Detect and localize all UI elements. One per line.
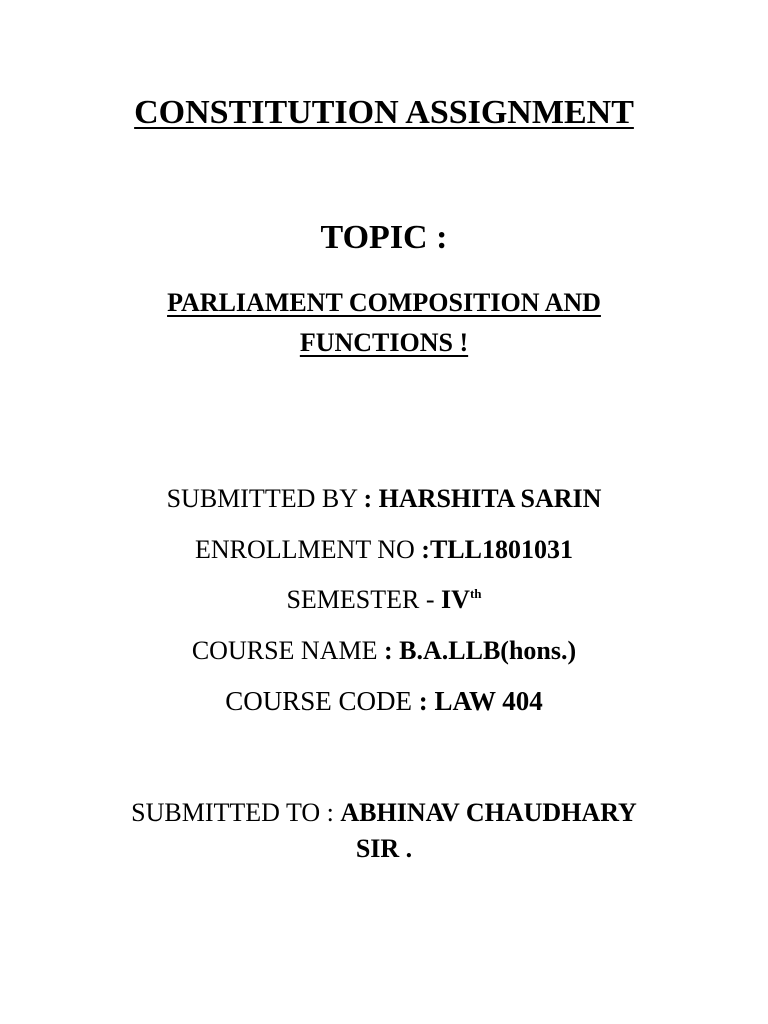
topic-text	[0, 283, 768, 363]
semester-suffix: th	[469, 586, 482, 601]
topic-label: TOPIC :	[320, 219, 448, 256]
semester-value: IV	[441, 585, 470, 614]
submitted-by-label: SUBMITTED BY	[166, 484, 358, 513]
document-title: CONSTITUTION ASSIGNMENT	[134, 94, 634, 131]
topic-line-2: FUNCTIONS !	[299, 328, 469, 357]
submitted-by-row	[0, 486, 768, 512]
submitted-to-label: SUBMITTED TO :	[131, 798, 341, 827]
submitted-to-row	[0, 795, 768, 867]
semester-label: SEMESTER -	[286, 585, 442, 614]
course-code-row	[0, 688, 768, 715]
enrollment-row	[0, 537, 768, 563]
topic-line-1: PARLIAMENT COMPOSITION AND	[167, 288, 601, 317]
semester-row	[0, 587, 768, 613]
enrollment-label: ENROLLMENT NO	[195, 535, 422, 564]
course-name-row	[0, 638, 768, 664]
submitted-to-value-line-1: ABHINAV CHAUDHARY	[340, 798, 637, 827]
course-name-value: : B.A.LLB(hons.)	[383, 636, 577, 665]
course-name-label: COURSE NAME	[191, 636, 378, 665]
submitted-by-value: : HARSHITA SARIN	[363, 484, 602, 513]
enrollment-value: :TLL1801031	[421, 535, 573, 564]
course-code-label: COURSE CODE	[225, 686, 419, 716]
submitted-to-value-line-2: SIR .	[355, 834, 413, 863]
course-code-value: : LAW 404	[418, 686, 543, 716]
